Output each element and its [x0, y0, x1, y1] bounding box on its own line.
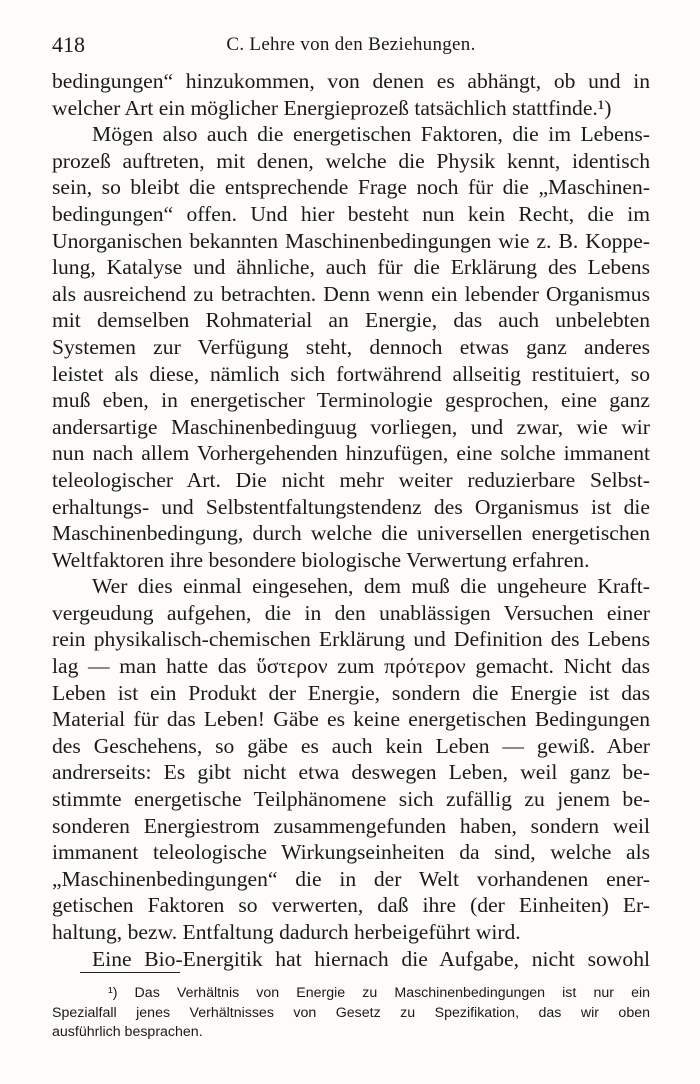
running-head: C. Lehre von den Beziehungen. [226, 34, 476, 55]
text-line: leistet als diese, nämlich sich fortwährend allseitig restituiert, so [52, 361, 650, 386]
text-line: Eine Bio-Energitik hat hiernach die Aufgabe, nicht sowohl [92, 946, 650, 971]
text-line: andrerseits: Es gibt nicht etwa deswegen Leben, weil ganz be- [52, 760, 650, 785]
text-line: rein physikalisch-chemischen Erklärung und Definition des Lebens [52, 627, 650, 652]
text-line: muß eben, in energetischer Terminologie gesprochen, eine ganz [52, 388, 650, 413]
text-line: nun nach allem Vorhergehenden hinzufügen, eine solche immanent [52, 441, 650, 466]
footnote-divider [80, 972, 180, 973]
text-line: haltung, bezw. Entfaltung dadurch herbeigeführt wird. [52, 920, 521, 944]
text-line: Mögen also auch die energetischen Faktoren, die im Lebens- [92, 122, 650, 147]
text-line: bedingungen“ hinzukommen, von denen es abhängt, ob und in [52, 69, 650, 93]
text-line: welcher Art ein möglicher Energieprozeß tatsächlich stattfinde.¹) [52, 95, 612, 120]
text-line: sein, so bleibt die entsprechende Frage noch für die „Maschinen- [52, 175, 650, 200]
text-line: sonderen Energiestrom zusammengefunden haben, sondern weil [52, 813, 650, 838]
text-line: als ausreichend zu betrachten. Denn wenn ein lebender Organismus [52, 281, 650, 306]
text-line: mit demselben Rohmaterial an Energie, das auch unbelebten [52, 308, 650, 333]
footnote-line: ausführlich besprachen. [52, 1024, 203, 1040]
main-text [52, 68, 650, 972]
text-line: teleologischer Art. Die nicht mehr weiter reduzierbare Selbst- [52, 467, 650, 492]
text-line: stimmte energetische Teilphänomene sich zufällig zu jenem be- [52, 787, 650, 812]
text-line: lag — man hatte das ὕστερον zum πρότερον gemacht. Nicht das [52, 654, 650, 679]
footnote-line: Spezialfall jenes Verhältnisses von Gesetz zu Spezifikation, das wir oben [52, 1004, 650, 1021]
text-line: Wer dies einmal eingesehen, dem muß die ungeheure Kraft- [92, 574, 650, 599]
text-line: Unorganischen bekannten Maschinenbedingungen wie z. B. Koppe- [52, 228, 650, 253]
text-line: des Geschehens, so gäbe es auch kein Leben — gewiß. Aber [52, 733, 650, 758]
page-header [52, 28, 650, 56]
text-line: bedingungen“ offen. Und hier besteht nun kein Recht, die im [52, 201, 650, 226]
page-number: 418 [52, 32, 85, 57]
text-line: getischen Faktoren so verwerten, daß ihre (der Einheiten) Er- [52, 893, 650, 918]
text-line: erhaltungs- und Selbstentfaltungstendenz des Organismus ist die [52, 494, 650, 519]
text-line: Leben ist ein Produkt der Energie, sondern die Energie ist das [52, 680, 650, 705]
text-line: prozeß auftreten, mit denen, welche die Physik kennt, identisch [52, 148, 650, 173]
text-line: immanent teleologische Wirkungseinheiten da sind, welche als [52, 840, 650, 865]
text-line: Material für das Leben! Gäbe es keine energetischen Bedingungen [52, 707, 650, 732]
footnote-line: ¹) Das Verhältnis von Energie zu Maschinenbedingungen ist nur ein [108, 985, 650, 1001]
text-line: lung, Katalyse und ähnliche, auch für die Erklärung des Lebens [52, 255, 650, 280]
text-line: andersartige Maschinenbedinguug vorliegen, und zwar, wie wir [52, 414, 650, 439]
text-line: Maschinenbedingung, durch welche die universellen energetischen [52, 521, 650, 546]
text-line: Weltfaktoren ihre besondere biologische Verwertung erfahren. [52, 547, 590, 572]
footnote [52, 984, 650, 1043]
text-line: „Maschinenbedingungen“ die in der Welt vorhandenen ener- [52, 866, 650, 891]
text-line: vergeudung aufgehen, die in den unablässigen Versuchen einer [52, 600, 650, 625]
text-line: Systemen zur Verfügung steht, dennoch etwas ganz anderes [52, 334, 650, 359]
